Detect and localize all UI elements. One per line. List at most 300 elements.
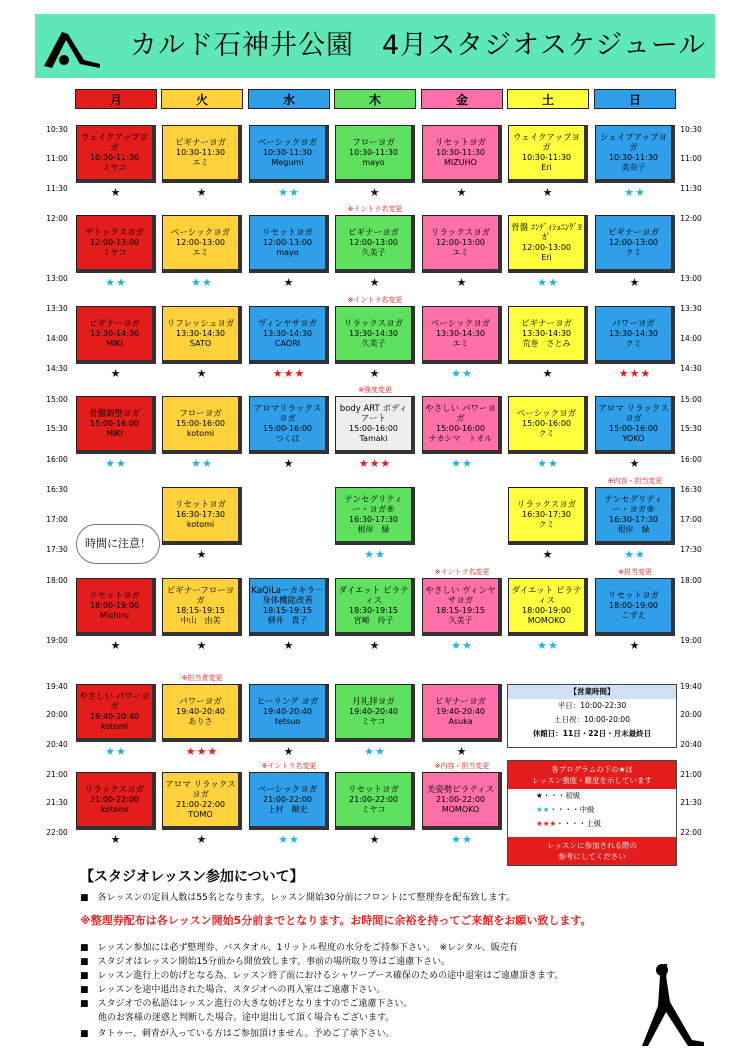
difficulty-stars: ★ [456, 276, 468, 289]
lesson-inst: 宮崎 玲子 [353, 615, 394, 625]
opening-hours-title: 【営業時間】 [508, 685, 676, 699]
difficulty-stars: ★ [110, 833, 122, 846]
lesson-name: ビギナーヨガ [347, 227, 399, 238]
lesson-time: 18:00-19:00 [609, 600, 658, 610]
lesson-name: ヒーリング ヨガ [256, 696, 319, 707]
lesson-inst: tetsuo [274, 716, 301, 726]
time-label: 17:30 [46, 545, 68, 554]
lesson-time: 15:00-16:00 [263, 423, 312, 433]
lesson-cell [335, 684, 415, 742]
lesson-time: 18:15-19:15 [436, 605, 485, 615]
lesson-inst: Michiru [99, 610, 130, 620]
time-label: 16:30 [46, 485, 68, 494]
lesson-time: 18:30-19:15 [349, 605, 398, 615]
lesson-time: 13:30-14:30 [176, 328, 225, 338]
lesson-name: アロマ リラックスヨガ [165, 779, 236, 800]
time-label: 13:30 [46, 304, 68, 313]
lesson-inst: Megumi [271, 157, 304, 167]
lesson-name: リセットヨガ [608, 590, 659, 601]
lesson-inst: エミ [192, 157, 209, 167]
lesson-time: 15:00-16:00 [176, 418, 225, 428]
lesson-cell [335, 215, 415, 273]
difficulty-stars: ★ [369, 367, 381, 380]
lesson-inst: つくは [275, 433, 300, 443]
difficulty-stars: ★ [369, 833, 381, 846]
lesson-inst: エミ [452, 247, 469, 257]
rule-item: ■ スタジオはレッスン開始15分前から開放致します。事前の場所取り等はご遠慮下さい。 [80, 957, 451, 967]
lesson-cell [162, 772, 242, 830]
difficulty-stars: ★★ [364, 745, 386, 758]
lesson-inst: MOMOKO [441, 804, 480, 814]
lesson-cell [508, 396, 588, 454]
lesson-name: リセットヨガ [262, 227, 313, 238]
rule-item: ■ スタジオでの私語はレッスン進行の大きな妨げとなりますのでご遠慮下さい。 [80, 999, 413, 1009]
lesson-inst: Asuka [448, 716, 473, 726]
difficulty-stars: ★★ [191, 276, 213, 289]
rule-item: ■ レッスンを途中退出された場合、スタジオへの再入室はご遠慮下さい。 [80, 985, 386, 995]
lesson-inst: クミ [538, 428, 555, 438]
difficulty-stars: ★★ [451, 367, 473, 380]
lesson-time: 15:00-16:00 [436, 423, 485, 433]
lesson-inst: 荒巻 さとみ [522, 338, 571, 348]
legend-beginner-stars: ★ [536, 791, 543, 800]
change-note: ※強度変更 [358, 386, 392, 394]
lesson-time: 15:00-16:00 [522, 418, 571, 428]
lesson-name: テンセグリティー・ヨガ® [604, 494, 663, 515]
time-label: 11:00 [680, 154, 702, 163]
lesson-name: ベーシックヨガ [170, 227, 231, 238]
lesson-time: 18:00-19:00 [90, 600, 139, 610]
change-note: ※内容・担当変更 [607, 477, 663, 485]
lesson-inst: 中山 由美 [180, 615, 221, 625]
time-label: 20:00 [680, 710, 702, 719]
lesson-cell [508, 578, 588, 636]
legend-header [508, 761, 676, 789]
lesson-cell [335, 487, 415, 545]
lesson-inst: 久美子 [361, 338, 386, 348]
lesson-cell [249, 684, 329, 742]
lesson-name: リセットヨガ [348, 784, 399, 795]
time-label: 19:00 [680, 636, 702, 645]
lesson-name: ヴィンヤサヨガ [258, 318, 317, 329]
lesson-name: アロマリラックスヨガ [253, 403, 322, 424]
lesson-cell [76, 396, 156, 454]
lesson-cell [249, 215, 329, 273]
time-label: 18:00 [46, 576, 68, 585]
lesson-inst: ミヤコ [361, 804, 386, 814]
lesson-cell [162, 215, 242, 273]
difficulty-stars: ★ [629, 639, 641, 652]
legend-advanced-stars: ★★★ [536, 819, 557, 828]
lesson-name: 月礼拝ヨガ [352, 696, 395, 707]
lesson-inst: 美奈子 [621, 162, 646, 172]
lesson-cell [76, 578, 156, 636]
lesson-time: 10:30-11:30 [263, 147, 312, 157]
lesson-name: ウェイクアップヨガ [513, 132, 580, 153]
lesson-name: パワーヨガ [612, 318, 655, 329]
change-note: ※担当変更 [618, 568, 652, 576]
lesson-time: 16:30-17:30 [349, 514, 398, 524]
lesson-inst: MIKI [106, 428, 123, 438]
lesson-name: やさしい パワーヨガ [425, 403, 496, 424]
opening-hours-box [507, 684, 677, 748]
time-label: 22:00 [46, 828, 68, 837]
difficulty-stars: ★ [196, 548, 208, 561]
lesson-inst: 久美子 [448, 615, 473, 625]
lesson-cell [76, 772, 156, 830]
difficulty-stars: ★★ [451, 639, 473, 652]
legend-footer [508, 837, 676, 865]
lesson-time: 18:15-19:15 [263, 605, 312, 615]
difficulty-stars: ★★ [191, 457, 213, 470]
lesson-name: リセットヨガ [435, 137, 486, 148]
difficulty-stars: ★ [283, 745, 295, 758]
lesson-time: 12:00-13:00 [609, 237, 658, 247]
page-title: カルド石神井公園 4月スタジオスケジュール [130, 30, 707, 61]
lesson-name: ベーシックヨガ [430, 318, 491, 329]
lesson-time: 12:00-13:00 [436, 237, 485, 247]
closed-days: 休館日：11日・22日・月末最終日 [532, 729, 652, 738]
lesson-time: 21:00-22:00 [263, 794, 312, 804]
lesson-inst: 根岸 緑 [357, 524, 390, 534]
difficulty-stars: ★★ [105, 745, 127, 758]
legend-header-line2: レッスン強度・難度を示しています [532, 776, 652, 785]
legend-advanced [508, 817, 676, 831]
lesson-name: リセットヨガ [89, 590, 140, 601]
lesson-inst: ありさ [188, 716, 213, 726]
time-label: 10:30 [46, 125, 68, 134]
time-label: 17:00 [680, 515, 702, 524]
difficulty-stars: ★ [196, 639, 208, 652]
change-note: ※イントラ名変更 [434, 568, 490, 576]
change-note: ※担当者変更 [181, 674, 223, 682]
lesson-cell [249, 125, 329, 183]
lesson-cell [162, 125, 242, 183]
time-label: 12:00 [680, 214, 702, 223]
lesson-time: 19:40-20:40 [90, 711, 139, 721]
lesson-time: 19:40-20:40 [263, 706, 312, 716]
lesson-time: 10:30-11:30 [176, 147, 225, 157]
legend-intermediate-text: ・・・・中級 [549, 805, 595, 814]
difficulty-stars: ★ [110, 186, 122, 199]
lesson-cell [595, 306, 675, 364]
time-label: 22:00 [680, 828, 702, 837]
lesson-inst: kotomi [186, 428, 215, 438]
difficulty-stars: ★ [196, 186, 208, 199]
lesson-name: テンセグリティー・ヨガ® [344, 494, 403, 515]
lesson-inst: mayo [276, 247, 299, 257]
time-label: 19:00 [46, 636, 68, 645]
lesson-name: フローヨガ [352, 137, 395, 148]
time-label: 15:30 [46, 424, 68, 433]
lesson-inst: エミ [452, 338, 469, 348]
day-header-0: 月 [75, 89, 157, 109]
difficulty-stars: ★★ [451, 833, 473, 846]
day-header-6: 日 [594, 89, 676, 109]
lesson-name: 美姿勢ピラティス [426, 784, 495, 795]
lesson-time: 13:30-14:30 [263, 328, 312, 338]
lesson-inst: こずえ [621, 610, 646, 620]
lesson-inst: kotomi [100, 721, 129, 731]
lesson-cell [422, 684, 502, 742]
lesson-cell [335, 772, 415, 830]
lesson-inst: ナカシマ トオル [428, 433, 493, 443]
lesson-time: 10:30-11:30 [90, 152, 139, 162]
lesson-cell [422, 772, 502, 830]
time-label: 13:30 [680, 304, 702, 313]
rule-item: 他のお客様の迷惑と判断した場合、途中退出して頂く場合もございます。 [80, 1013, 395, 1023]
lesson-inst: MIZUHO [444, 157, 477, 167]
lesson-cell [595, 396, 675, 454]
lesson-inst: CAORI [274, 338, 301, 348]
time-label: 15:00 [46, 395, 68, 404]
lesson-name: リセットヨガ [175, 499, 226, 510]
lesson-time: 19:40-20:40 [176, 706, 225, 716]
time-label: 14:00 [46, 334, 68, 343]
difficulty-stars: ★ [369, 639, 381, 652]
lesson-cell [76, 125, 156, 183]
lesson-inst: Tamaki [359, 433, 388, 443]
legend-beginner [508, 789, 676, 803]
lesson-name: ビギナーヨガ [520, 318, 572, 329]
change-note: ※内容・担当変更 [434, 762, 490, 770]
lesson-cell [249, 772, 329, 830]
difficulty-stars: ★★★ [272, 367, 306, 380]
difficulty-stars: ★★ [624, 186, 646, 199]
difficulty-stars: ★★ [537, 457, 559, 470]
lesson-name: ベーシックヨガ [516, 408, 577, 419]
rule-ticket-warning: ※整理券配布は各レッスン開始5分前までとなります。お時間に余裕を持ってご来館をお願い致します。 [80, 914, 592, 927]
day-header-4: 金 [421, 89, 503, 109]
lesson-time: 15:00-16:00 [609, 423, 658, 433]
time-label: 11:30 [680, 184, 702, 193]
difficulty-stars: ★ [542, 186, 554, 199]
lesson-cell [249, 396, 329, 454]
lesson-time: 16:30-17:30 [176, 509, 225, 519]
lesson-cell [335, 306, 415, 364]
lesson-time: 21:00-22:00 [436, 794, 485, 804]
time-label: 16:00 [680, 455, 702, 464]
time-label: 21:30 [680, 798, 702, 807]
lesson-name: ベーシックヨガ [257, 137, 318, 148]
lesson-time: 13:30-14:30 [436, 328, 485, 338]
lesson-inst: YOKO [622, 433, 645, 443]
time-label: 16:30 [680, 485, 702, 494]
day-header-5: 土 [507, 89, 589, 109]
legend-header-line1: 各プログラムの下の★は [551, 765, 633, 774]
time-label: 16:00 [46, 455, 68, 464]
lesson-inst: エミ [192, 247, 209, 257]
difficulty-stars: ★ [196, 833, 208, 846]
change-note: ※イントラ名変更 [347, 296, 403, 304]
lesson-time: 16:30-17:30 [522, 509, 571, 519]
lesson-cell [76, 215, 156, 273]
rule-capacity: ■ 各レッスンの定員人数は55名となります。レッスン開始30分前にフロントにて整理券を配布致します。 [80, 893, 515, 903]
difficulty-stars: ★ [369, 276, 381, 289]
difficulty-stars: ★ [629, 276, 641, 289]
lesson-inst: 久美子 [361, 247, 386, 257]
lesson-name: フローヨガ [179, 408, 222, 419]
lesson-cell [595, 487, 675, 545]
opening-hours-weekend: 土日祝：10:00-20:00 [554, 715, 630, 724]
lesson-name: body ART ボディアート [339, 403, 408, 424]
lesson-time: 18:00-19:00 [522, 605, 571, 615]
time-label: 12:00 [46, 214, 68, 223]
lesson-inst: 根岸 緑 [617, 524, 650, 534]
day-header-2: 水 [248, 89, 330, 109]
difficulty-stars: ★ [629, 457, 641, 470]
rules-title: 【スタジオレッスン参加について】 [80, 869, 304, 885]
time-label: 18:00 [680, 576, 702, 585]
difficulty-stars: ★ [196, 367, 208, 380]
time-label: 21:00 [680, 770, 702, 779]
lesson-time: 12:00-13:00 [263, 237, 312, 247]
difficulty-stars: ★ [542, 548, 554, 561]
change-note: ※イントラ名変更 [261, 762, 317, 770]
lesson-time: 12:00-13:00 [522, 242, 571, 252]
lesson-inst: クミ [625, 247, 642, 257]
lesson-time: 12:00-13:00 [176, 237, 225, 247]
lesson-name: リラックスヨガ [516, 499, 577, 510]
lesson-name: 骨盤調整ヨガ [88, 408, 140, 419]
lesson-inst: MIKI [106, 338, 123, 348]
legend-advanced-text: ・・・・上級 [556, 819, 602, 828]
lesson-time: 15:00-16:00 [90, 418, 139, 428]
time-caution-bubble: 時間に注意！ [76, 524, 160, 564]
difficulty-stars: ★ [110, 639, 122, 652]
difficulty-stars: ★★ [105, 276, 127, 289]
lesson-cell [249, 578, 329, 636]
lesson-cell [508, 306, 588, 364]
lesson-inst: MOMOKO [527, 615, 566, 625]
lesson-name: リラックスヨガ [430, 227, 491, 238]
time-label: 19:40 [46, 682, 68, 691]
lesson-cell [76, 684, 156, 742]
lesson-inst: 上村 剛史 [267, 804, 308, 814]
day-header-1: 火 [161, 89, 243, 109]
lesson-name: 骨盤 ｺﾝﾃﾞｨｼｮﾆﾝｸﾞﾖｶﾞ [511, 222, 582, 243]
lesson-name: ビギナーヨガ [174, 137, 226, 148]
lesson-cell [335, 125, 415, 183]
lesson-time: 12:00-13:00 [349, 237, 398, 247]
lesson-inst: クミ [538, 519, 555, 529]
lesson-time: 21:00-22:00 [349, 794, 398, 804]
lesson-name: ダイエット ピラティス [338, 585, 409, 606]
difficulty-stars: ★ [456, 186, 468, 199]
time-label: 19:40 [680, 682, 702, 691]
lesson-inst: ミヤコ [102, 247, 127, 257]
time-label: 17:00 [46, 515, 68, 524]
difficulty-stars: ★ [369, 186, 381, 199]
difficulty-stars: ★★ [364, 548, 386, 561]
lesson-cell [76, 306, 156, 364]
lesson-name: リラックスヨガ [343, 318, 404, 329]
lesson-cell [162, 487, 242, 545]
lesson-time: 21:00-22:00 [90, 794, 139, 804]
lesson-cell [422, 578, 502, 636]
lesson-time: 16:30-17:30 [609, 514, 658, 524]
legend-beginner-text: ・・・初級 [542, 791, 581, 800]
difficulty-stars: ★★ [537, 276, 559, 289]
star-legend [507, 760, 677, 866]
time-label: 15:30 [680, 424, 702, 433]
time-label: 15:00 [680, 395, 702, 404]
legend-footer-line1: レッスンに参加される際の [547, 841, 637, 850]
time-label: 11:30 [46, 184, 68, 193]
difficulty-stars: ★ [110, 367, 122, 380]
time-label: 14:00 [680, 334, 702, 343]
lesson-inst: kotomi [100, 804, 129, 814]
time-label: 13:00 [46, 274, 68, 283]
lesson-name: リフレッシュヨガ [166, 318, 235, 329]
lesson-inst: ミヤコ [361, 716, 386, 726]
lesson-cell [162, 684, 242, 742]
lesson-cell [335, 396, 415, 454]
time-label: 21:00 [46, 770, 68, 779]
time-label: 13:00 [680, 274, 702, 283]
lesson-cell [508, 125, 588, 183]
time-label: 14:30 [46, 364, 68, 373]
lesson-name: ビギナーヨガ [607, 227, 659, 238]
time-label: 17:30 [680, 545, 702, 554]
lesson-time: 13:30-14:30 [609, 328, 658, 338]
lesson-name: ウェイクアップヨガ [81, 132, 148, 153]
lesson-time: 15:00-16:00 [349, 423, 398, 433]
legend-intermediate-stars: ★★ [536, 805, 550, 814]
lesson-name: ダイエット ピラティス [511, 585, 582, 606]
lesson-name: ベーシックヨガ [257, 784, 318, 795]
lesson-name: ビギナーヨガ [434, 696, 486, 707]
lesson-cell [162, 578, 242, 636]
lesson-inst: クミ [625, 338, 642, 348]
lesson-time: 10:30-11:30 [609, 152, 658, 162]
lesson-cell [422, 306, 502, 364]
lesson-time: 19:40-20:40 [349, 706, 398, 716]
difficulty-stars: ★ [542, 367, 554, 380]
lesson-time: 13:30-14:30 [522, 328, 571, 338]
lesson-cell [422, 396, 502, 454]
difficulty-stars: ★ [283, 276, 295, 289]
difficulty-stars: ★ [283, 457, 295, 470]
difficulty-stars: ★★ [105, 457, 127, 470]
lesson-time: 21:00-22:00 [176, 799, 225, 809]
lesson-time: 10:30-11:30 [349, 147, 398, 157]
time-label: 20:00 [46, 710, 68, 719]
lesson-name: ビギナーヨガ [88, 318, 140, 329]
lesson-name: KaQiLa－カキラ－ 身体機能改善 [251, 585, 324, 606]
rule-item: ■ レッスン進行上の妨げとなる為、レッスン終了前におけるシャワーブース確保のための途中退室はご遠慮頂きます。 [80, 971, 564, 981]
lesson-name: パワーヨガ [179, 696, 222, 707]
lesson-cell [508, 215, 588, 273]
lesson-inst: TOMO [188, 809, 213, 819]
lesson-name: シェイプアップヨガ [600, 132, 667, 153]
difficulty-stars: ★★ [278, 833, 300, 846]
time-label: 14:30 [680, 364, 702, 373]
lesson-name: アロマ リラックスヨガ [598, 403, 669, 424]
lesson-cell [162, 306, 242, 364]
lesson-inst: Eri [541, 252, 552, 262]
lesson-time: 10:30-11:30 [436, 147, 485, 157]
lesson-name: リラックスヨガ [84, 784, 145, 795]
day-header-3: 木 [334, 89, 416, 109]
lesson-inst: SATO [189, 338, 212, 348]
lesson-cell [335, 578, 415, 636]
lesson-inst: kotomi [186, 519, 215, 529]
difficulty-stars: ★★★ [185, 745, 219, 758]
time-label: 11:00 [46, 154, 68, 163]
lesson-name: デトックスヨガ [84, 227, 145, 238]
lesson-time: 19:40-20:40 [436, 706, 485, 716]
